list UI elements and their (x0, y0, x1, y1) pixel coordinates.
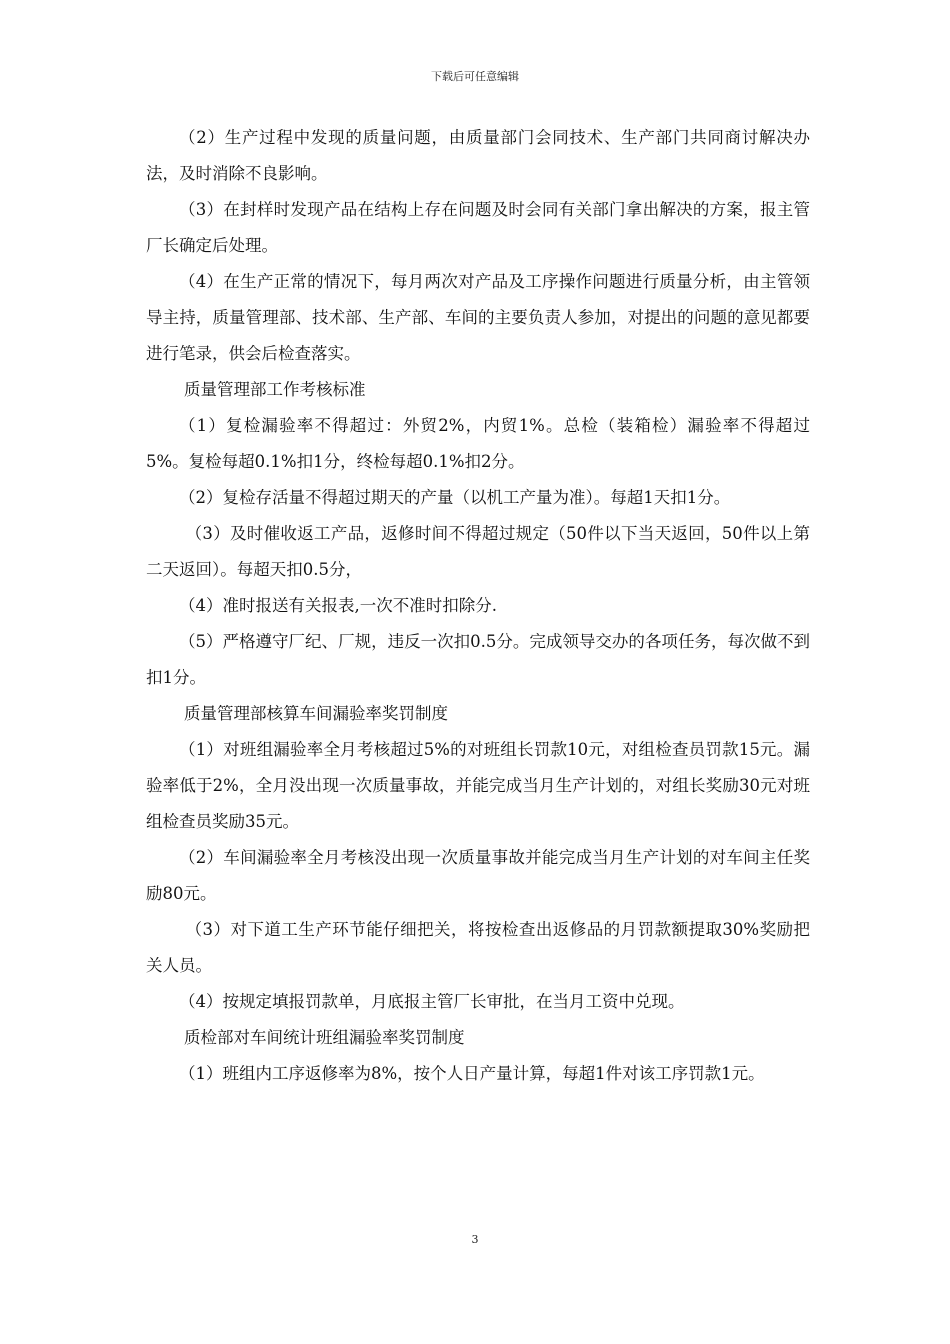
paragraph: （4）准时报送有关报表,一次不准时扣除分. (179, 596, 497, 615)
section-heading: 质量管理部核算车间漏验率奖罚制度 (183, 704, 448, 723)
document-body (146, 120, 810, 1092)
paragraph: （2）车间漏验率全月考核没出现一次质量事故并能完成当月生产计划的对车间主任奖励80元。 (146, 848, 810, 903)
paragraph: （3）在封样时发现产品在结构上存在问题及时会同有关部门拿出解决的方案，报主管厂长确定后处理。 (146, 200, 810, 255)
paragraph: （1）对班组漏验率全月考核超过5%的对班组长罚款10元，对组检查员罚款15元。漏验率低于2%，全月没出现一次质量事故，并能完成当月生产计划的，对组长奖励30元对班组检查员奖励35元。 (146, 740, 810, 831)
paragraph: （3）对下道工生产环节能仔细把关，将按检查出返修品的月罚款额提取30%奖励把关人员。 (146, 920, 810, 975)
paragraph: （4）按规定填报罚款单，月底报主管厂长审批，在当月工资中兑现。 (179, 992, 685, 1011)
paragraph: （2）复检存活量不得超过期天的产量（以机工产量为准）。每超1天扣1分。 (179, 488, 731, 507)
page-header: 下载后可任意编辑 (431, 70, 519, 83)
section-heading: 质检部对车间统计班组漏验率奖罚制度 (183, 1028, 465, 1047)
paragraph: （1）复检漏验率不得超过：外贸2%，内贸1%。总检（装箱检）漏验率不得超过5%。复检每超0.1%扣1分，终检每超0.1%扣2分。 (146, 416, 810, 471)
section-heading: 质量管理部工作考核标准 (183, 380, 366, 399)
paragraph: （5）严格遵守厂纪、厂规，违反一次扣0.5分。完成领导交办的各项任务，每次做不到扣1分。 (146, 632, 810, 687)
paragraph: （4）在生产正常的情况下，每月两次对产品及工序操作问题进行质量分析，由主管领导主持，质量管理部、技术部、生产部、车间的主要负责人参加，对提出的问题的意见都要进行笔录，供会后检查落实。 (146, 272, 810, 363)
paragraph: （1）班组内工序返修率为8%，按个人日产量计算，每超1件对该工序罚款1元。 (179, 1064, 765, 1083)
page-number: 3 (471, 1233, 479, 1246)
paragraph: （3）及时催收返工产品，返修时间不得超过规定（50件以下当天返回，50件以上第二天返回）。每超天扣0.5分， (146, 524, 810, 579)
paragraph: （2）生产过程中发现的质量问题，由质量部门会同技术、生产部门共同商讨解决办法，及时消除不良影响。 (146, 128, 810, 183)
